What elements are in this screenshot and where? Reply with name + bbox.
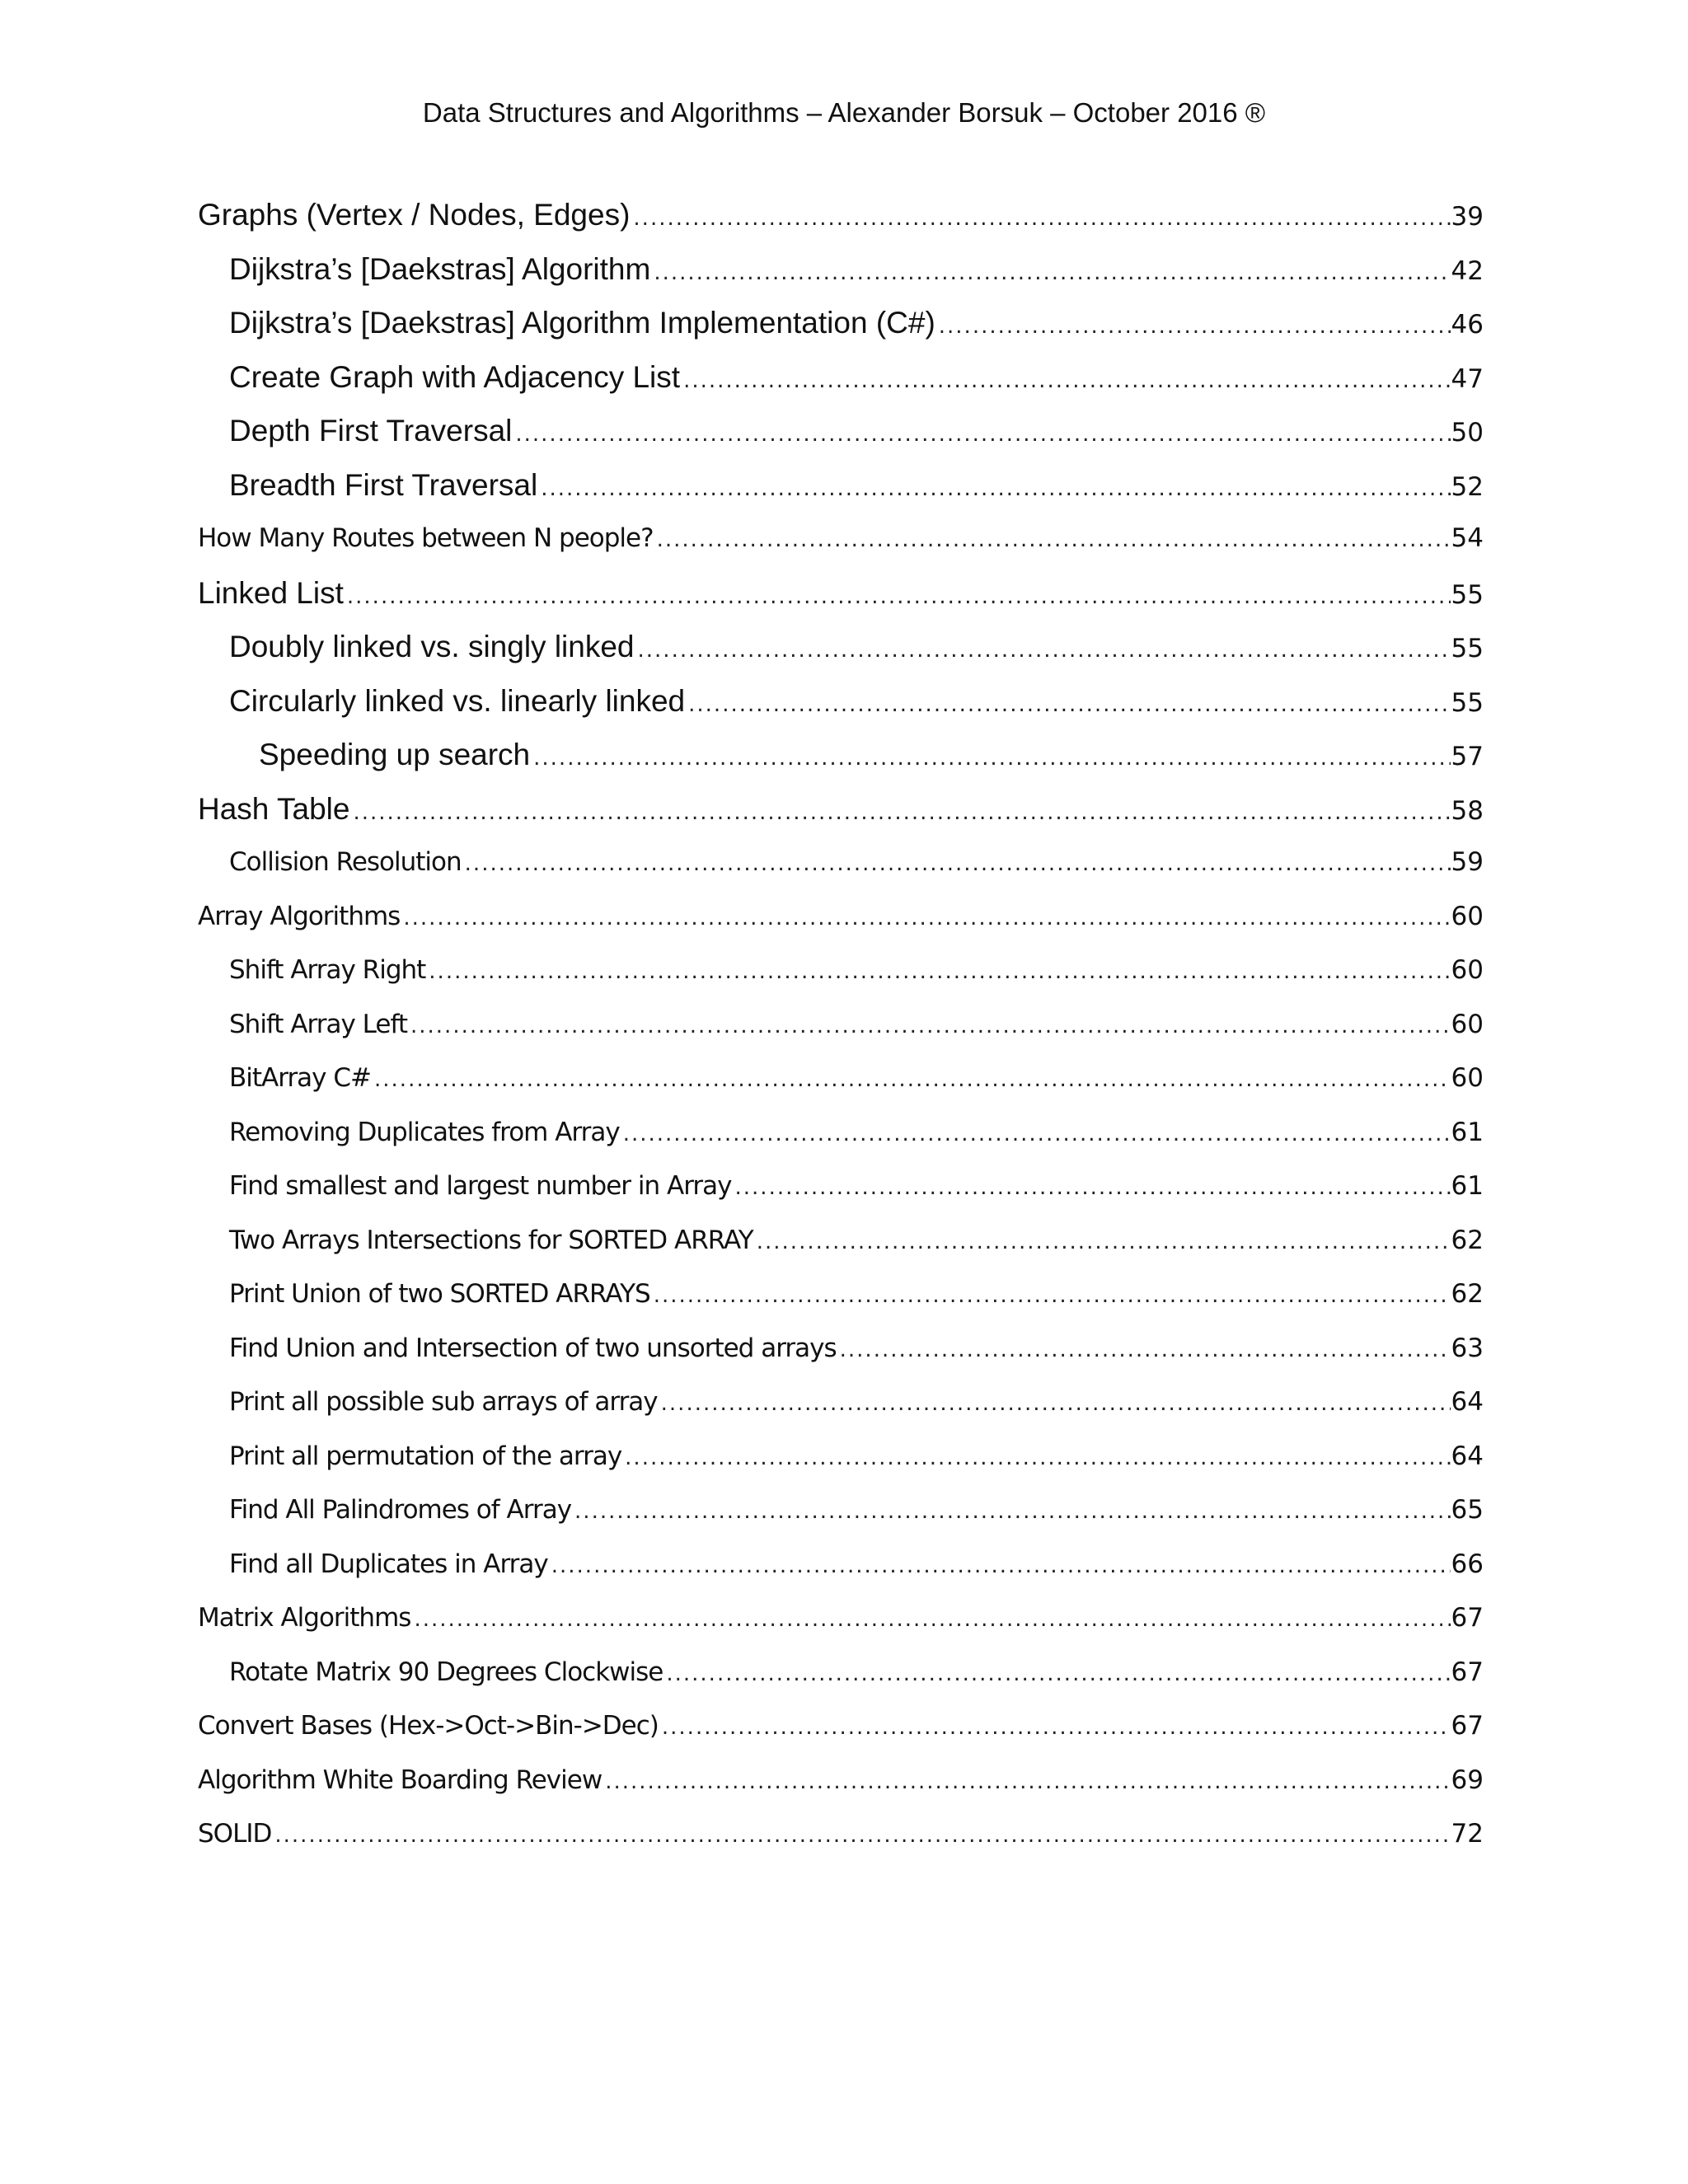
toc-dot-leader [349, 786, 1451, 837]
toc-page-number[interactable]: 61 [1451, 1117, 1484, 1147]
toc-entry-title[interactable]: Depth First Traversal [229, 414, 513, 448]
toc-page-number[interactable]: 58 [1451, 795, 1484, 826]
toc-page-number[interactable]: 64 [1451, 1441, 1484, 1471]
toc-entry-title[interactable]: Print all permutation of the array [229, 1441, 622, 1471]
toc-dot-leader [635, 624, 1451, 674]
toc-entry[interactable] [198, 188, 1484, 242]
toc-dot-leader [650, 1269, 1451, 1322]
toc-page-number[interactable]: 60 [1451, 955, 1484, 985]
toc-page-number[interactable]: 67 [1451, 1711, 1484, 1741]
toc-dot-leader [663, 1647, 1451, 1700]
toc-entry[interactable] [198, 296, 1484, 350]
toc-dot-leader [621, 1432, 1451, 1484]
toc-entry[interactable] [198, 1322, 1484, 1376]
toc-entry[interactable] [198, 1268, 1484, 1322]
toc-dot-leader [530, 732, 1451, 782]
toc-dot-leader [753, 1216, 1451, 1268]
toc-entry[interactable] [198, 242, 1484, 297]
toc-page-number[interactable]: 63 [1451, 1333, 1484, 1363]
toc-page-number[interactable]: 50 [1451, 418, 1484, 448]
toc-entry-title[interactable]: Shift Array Right [229, 955, 426, 985]
toc-dot-leader [407, 1000, 1451, 1052]
toc-dot-leader [512, 408, 1451, 458]
toc-page-number[interactable]: 60 [1451, 1063, 1484, 1093]
toc-entry[interactable] [198, 458, 1484, 513]
toc-page-number[interactable]: 52 [1451, 471, 1484, 502]
toc-dot-leader [462, 837, 1451, 890]
toc-dot-leader [837, 1324, 1451, 1376]
toc-page-number[interactable]: 62 [1451, 1279, 1484, 1309]
toc-dot-leader [935, 300, 1451, 350]
toc-page-number[interactable]: 54 [1451, 523, 1484, 553]
toc-entry[interactable] [198, 1483, 1484, 1538]
toc-entry[interactable] [198, 728, 1484, 782]
toc-entry[interactable] [198, 998, 1484, 1052]
toc-dot-leader [602, 1755, 1451, 1808]
toc-page-number[interactable]: 55 [1451, 579, 1484, 610]
toc-dot-leader [571, 1485, 1451, 1538]
toc-entry-title[interactable]: SOLID [198, 1819, 272, 1849]
toc-entry-title[interactable]: Matrix Algorithms [198, 1603, 411, 1633]
table-of-contents [198, 188, 1484, 1862]
toc-dot-leader [685, 678, 1451, 729]
toc-dot-leader [650, 246, 1451, 297]
toc-entry[interactable] [198, 1591, 1484, 1646]
toc-entry-title[interactable]: Print Union of two SORTED ARRAYS [229, 1279, 650, 1309]
toc-entry[interactable] [198, 782, 1484, 837]
toc-page-number[interactable]: 69 [1451, 1765, 1484, 1795]
toc-entry[interactable] [198, 1106, 1484, 1160]
toc-entry[interactable] [198, 944, 1484, 998]
toc-page-number[interactable]: 57 [1451, 742, 1484, 771]
toc-entry-title[interactable]: Find smallest and largest number in Array [229, 1171, 732, 1201]
toc-entry-title[interactable]: Shift Array Left [229, 1009, 407, 1039]
toc-page-number[interactable]: 47 [1451, 363, 1484, 394]
toc-page-number[interactable]: 64 [1451, 1387, 1484, 1417]
toc-entry-title[interactable]: Linked List [198, 575, 344, 610]
toc-entry[interactable] [198, 1538, 1484, 1592]
toc-entry-title[interactable]: Find all Duplicates in Array [229, 1549, 548, 1579]
toc-entry[interactable] [198, 350, 1484, 405]
toc-entry[interactable] [198, 1430, 1484, 1484]
toc-entry[interactable] [198, 404, 1484, 458]
toc-page-number[interactable]: 61 [1451, 1171, 1484, 1201]
toc-entry-title[interactable]: Array Algorithms [198, 901, 401, 931]
toc-dot-leader [654, 513, 1451, 566]
toc-dot-leader [548, 1540, 1451, 1592]
toc-page-number[interactable]: 60 [1451, 901, 1484, 931]
toc-entry[interactable] [198, 674, 1484, 729]
toc-entry[interactable] [198, 1699, 1484, 1754]
toc-entry[interactable] [198, 566, 1484, 621]
toc-entry-title[interactable]: Find All Palindromes of Array [229, 1495, 572, 1525]
toc-page-number[interactable]: 55 [1451, 687, 1484, 718]
toc-entry-title[interactable]: Speeding up search [259, 738, 531, 771]
toc-page-number[interactable]: 60 [1451, 1009, 1484, 1039]
toc-page-number[interactable]: 67 [1451, 1657, 1484, 1687]
toc-page-number[interactable]: 65 [1451, 1495, 1484, 1525]
toc-page-number[interactable]: 59 [1451, 847, 1484, 877]
toc-entry[interactable] [198, 620, 1484, 674]
toc-dot-leader [371, 1053, 1451, 1106]
toc-page-number[interactable]: 42 [1451, 255, 1484, 286]
toc-dot-leader [537, 462, 1451, 513]
toc-entry[interactable] [198, 1214, 1484, 1268]
toc-entry[interactable] [198, 1754, 1484, 1808]
toc-entry-title[interactable]: Breadth First Traversal [229, 467, 538, 502]
toc-entry[interactable] [198, 1052, 1484, 1106]
toc-entry-title[interactable]: Create Graph with Adjacency List [229, 359, 681, 394]
toc-dot-leader [732, 1161, 1451, 1214]
toc-page-number[interactable]: 66 [1451, 1549, 1484, 1579]
toc-entry-title[interactable]: Dijkstra’s [Daekstras] Algorithm [229, 251, 651, 286]
toc-entry-title[interactable]: Convert Bases (Hex->Oct->Bin->Dec) [198, 1711, 659, 1741]
toc-entry-title[interactable]: Find Union and Intersection of two unsorted arrays [229, 1333, 837, 1363]
toc-entry-title[interactable]: Hash Table [198, 791, 350, 826]
toc-entry-title[interactable]: BitArray C# [229, 1063, 372, 1093]
toc-entry-title[interactable]: Graphs (Vertex / Nodes, Edges) [198, 198, 631, 232]
toc-entry-title[interactable]: Doubly linked vs. singly linked [229, 630, 635, 663]
toc-entry[interactable] [198, 512, 1484, 566]
toc-entry[interactable] [198, 1160, 1484, 1214]
toc-entry[interactable] [198, 1807, 1484, 1862]
toc-dot-leader [620, 1108, 1451, 1160]
toc-entry[interactable] [198, 836, 1484, 890]
toc-dot-leader [344, 570, 1451, 621]
toc-page-number[interactable]: 67 [1451, 1603, 1484, 1633]
toc-dot-leader [680, 354, 1451, 405]
toc-dot-leader [410, 1593, 1451, 1646]
toc-page-number[interactable]: 55 [1451, 634, 1484, 663]
page-header: Data Structures and Algorithms – Alexander Borsuk – October 2016 ® [422, 97, 1266, 128]
toc-dot-leader [400, 892, 1451, 944]
toc-entry-title[interactable]: Two Arrays Intersections for SORTED ARRAY [229, 1225, 753, 1255]
toc-entry[interactable] [198, 1376, 1484, 1430]
toc-entry-title[interactable]: Dijkstra’s [Daekstras] Algorithm Implementation (C#) [229, 306, 935, 340]
toc-dot-leader [271, 1809, 1451, 1862]
toc-dot-leader [658, 1377, 1451, 1430]
toc-entry-title[interactable]: Circularly linked vs. linearly linked [229, 683, 686, 718]
toc-page-number[interactable]: 46 [1451, 310, 1484, 340]
toc-page-number[interactable]: 39 [1451, 202, 1484, 232]
toc-dot-leader [630, 192, 1451, 242]
toc-entry-title[interactable]: Removing Duplicates from Array [229, 1117, 620, 1147]
toc-page-number[interactable]: 72 [1451, 1819, 1484, 1849]
toc-entry[interactable] [198, 1646, 1484, 1700]
toc-entry-title[interactable]: Rotate Matrix 90 Degrees Clockwise [229, 1657, 663, 1687]
toc-dot-leader [659, 1701, 1451, 1754]
toc-entry[interactable] [198, 890, 1484, 944]
toc-entry-title[interactable]: How Many Routes between N people? [198, 523, 654, 553]
toc-dot-leader [425, 945, 1451, 998]
toc-entry-title[interactable]: Algorithm White Boarding Review [198, 1765, 603, 1795]
toc-page-number[interactable]: 62 [1451, 1225, 1484, 1255]
toc-entry-title[interactable]: Collision Resolution [229, 847, 462, 877]
toc-entry-title[interactable]: Print all possible sub arrays of array [229, 1387, 658, 1417]
